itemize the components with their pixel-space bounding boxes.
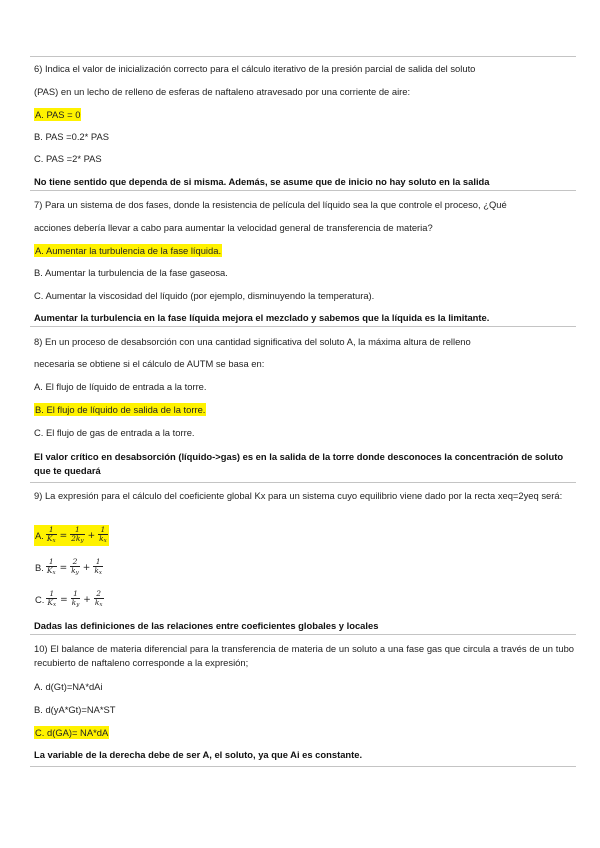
question-10-explanation: La variable de la derecha debe de ser A, el soluto, ya que Ai es constante. — [34, 749, 363, 760]
question-9-option-a — [34, 525, 574, 547]
highlighted-answer: A. Aumentar la turbulencia de la fase líquida. — [35, 245, 222, 256]
question-9-text: 9) La expresión para el cálculo del coeficiente global Kx para un sistema cuyo equilibrio viene dado por la recta xeq=2yeq será: — [34, 490, 563, 501]
question-6-option-b: B. PAS =0.2* PAS — [34, 131, 109, 142]
question-7-explanation: Aumentar la turbulencia en la fase líquida mejora el mezclado y sabemos que la líquida es la limitante. — [34, 312, 490, 323]
separator — [30, 190, 576, 191]
separator — [30, 482, 576, 483]
separator — [30, 766, 576, 767]
question-6-explanation: No tiene sentido que dependa de si misma. Además, se asume que de inicio no hay soluto en la salida — [34, 176, 490, 187]
question-7-option-a — [34, 245, 574, 257]
formula-a: $\frac{1}{K_x}$ = $\frac{1}{2k_y}$ + $\frac{1}{k_x}$ — [46, 525, 107, 544]
question-6-text-line-1: 6) Indica el valor de inicialización correcto para el cálculo iterativo de la presión parcial de salida del soluto — [34, 63, 476, 74]
question-7-option-b: B. Aumentar la turbulencia de la fase gaseosa. — [34, 267, 228, 278]
question-8-option-a: A. El flujo de líquido de entrada a la torre. — [34, 381, 207, 392]
highlighted-answer: A. $\frac{1}{K_x}$ = $\frac{1}{2k_y}$ + $\frac{1}{k_x}$ — [35, 525, 107, 544]
question-9-explanation: Dadas las definiciones de las relaciones entre coeficientes globales y locales — [34, 620, 379, 631]
question-8-text-line-1: 8) En un proceso de desabsorción con una cantidad significativa del soluto A, la máxima altura de relleno — [34, 336, 471, 347]
separator — [30, 634, 576, 635]
question-10-option-b: B. d(yA*Gt)=NA*ST — [34, 704, 116, 715]
question-6-option-a — [34, 109, 574, 121]
highlighted-answer: A. PAS = 0 — [35, 109, 81, 120]
question-7-text-line-1: 7) Para un sistema de dos fases, donde la resistencia de película del líquido sea la que controle el proceso, ¿Qué — [34, 199, 507, 210]
question-6-text-line-2: (PAS) en un lecho de relleno de esferas de naftaleno atravesado por una corriente de aire: — [34, 86, 411, 97]
separator — [30, 326, 576, 327]
highlighted-answer: B. El flujo de líquido de salida de la torre. — [35, 404, 206, 415]
question-10-text: 10) El balance de materia diferencial para la transferencia de materia de un soluto a una fase gas que circula a través de un tubo recubierto de naftaleno corresponde a la expresión; — [34, 643, 574, 668]
formula-b: $\frac{1}{K_x}$ = $\frac{2}{k_y}$ + $\frac{1}{k_x}$ — [46, 557, 102, 576]
question-8-explanation: El valor crítico en desabsorción (líquido->gas) es en la salida de la torre donde desconoces la concentración de soluto que te quedará — [34, 451, 564, 476]
highlighted-answer: C. d(GA)= NA*dA — [35, 727, 109, 738]
question-10-option-c — [34, 727, 574, 739]
question-9-option-c: C. $\frac{1}{K_x}$ = $\frac{1}{k_y}$ + $\frac{2}{k_x}$ — [35, 589, 103, 608]
question-7-option-c: C. Aumentar la viscosidad del líquido (por ejemplo, disminuyendo la temperatura). — [34, 290, 375, 301]
question-6-option-c: C. PAS =2* PAS — [34, 153, 102, 164]
question-9-option-b: B. $\frac{1}{K_x}$ = $\frac{2}{k_y}$ + $\frac{1}{k_x}$ — [35, 557, 102, 576]
question-8-option-c: C. El flujo de gas de entrada a la torre. — [34, 427, 195, 438]
question-8-text-line-2: necesaria se obtiene si el cálculo de AUTM se basa en: — [34, 358, 265, 369]
question-8-option-b — [34, 404, 574, 416]
formula-c: $\frac{1}{K_x}$ = $\frac{1}{k_y}$ + $\frac{2}{k_x}$ — [47, 589, 103, 608]
question-7-text-line-2: acciones debería llevar a cabo para aumentar la velocidad general de transferencia de materia? — [34, 222, 433, 233]
separator — [30, 56, 576, 57]
question-10-option-a: A. d(Gt)=NA*dAi — [34, 681, 103, 692]
